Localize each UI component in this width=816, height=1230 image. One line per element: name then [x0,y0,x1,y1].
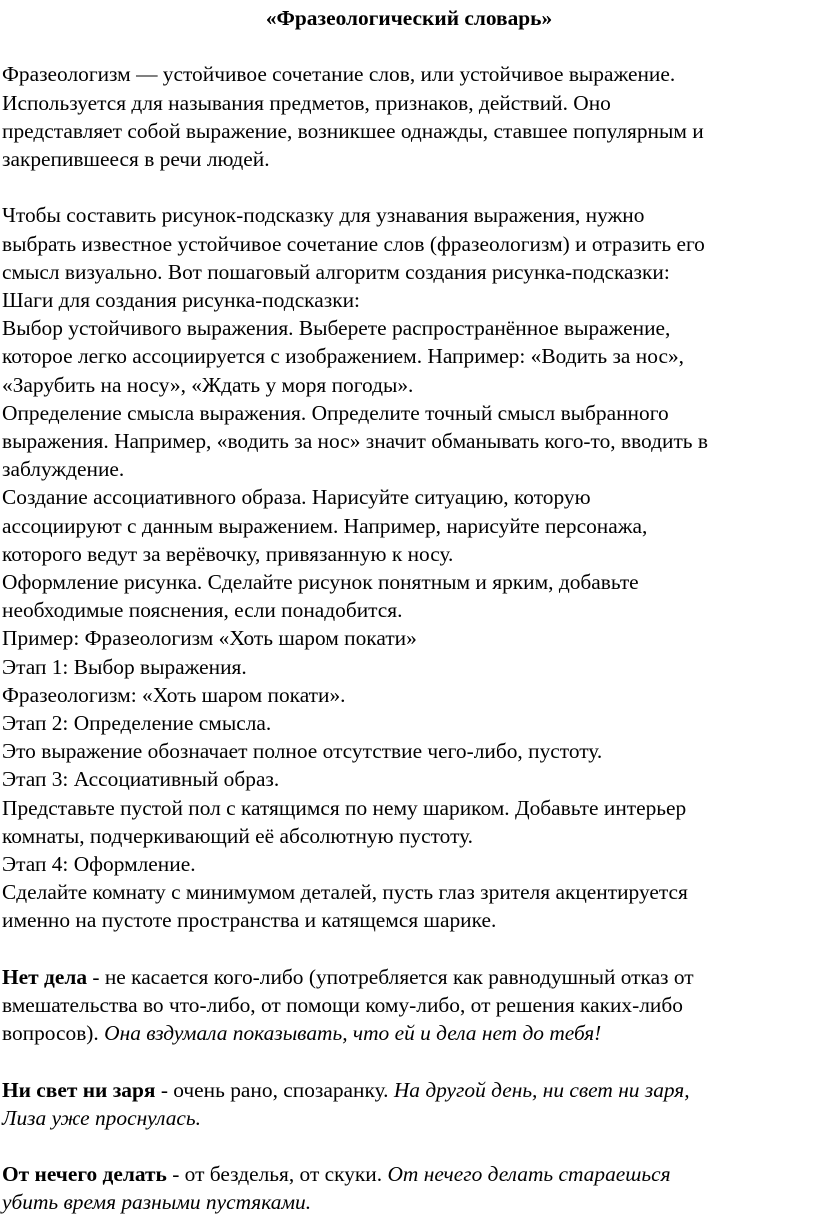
text-line: Сделайте комнату с минимумом деталей, пусть глаз зрителя акцентируется [2,880,688,905]
text-line: выражения. Например, «водить за нос» значит обманывать кого-то, вводить в [2,429,709,454]
text-line: Определение смысла выражения. Определите точный смысл выбранного [2,400,669,425]
entry-example: Она вздумала показывать, что ей и дела нет до тебя! [104,1021,602,1046]
blank-line [2,1132,816,1160]
dictionary-entry-ni-svet-ni-zarya [2,1076,816,1132]
entry-term: Ни свет ни заря [2,1077,156,1102]
entry-definition: - очень рано, спозаранку. [155,1077,394,1102]
entry-term: Нет [2,964,39,989]
text-line: Пример: Фразеологизм «Хоть шаром покати» [2,626,417,651]
entry-definition: - от безделья, от скуки. [166,1162,388,1187]
text-line: которого ведут за верёвочку, привязанную к носу. [2,541,454,566]
blank-line [2,1047,816,1075]
text-line: необходимые пояснения, если понадобится. [2,598,403,623]
text-line: именно на пустоте пространства и катящемся шарике. [2,908,497,933]
blank-line [2,935,816,963]
text-line: вмешательства во что-либо, от помощи кому-либо, от решения каких-либо [2,993,683,1018]
text-line: Этап 2: Определение смысла. [2,711,272,736]
text-line: Представьте пустой пол с катящимся по нему шариком. Добавьте интерьер [2,795,687,820]
text-line: Фразеологизм — устойчивое сочетание слов, или устойчивое выражение. [2,62,676,87]
blank-line [2,32,816,60]
dictionary-entry-ot-nechego-delat [2,1160,816,1216]
entry-example: От нечего делать стараешься [387,1162,671,1187]
text-line: которое легко ассоциируется с изображением. Например: «Водить за нос», [2,344,684,369]
text-line: Этап 1: Выбор выражения. [2,654,247,679]
dictionary-entry-net-dela [2,963,816,1048]
text-line: Используется для называния предметов, признаков, действий. Оно [2,90,611,115]
intro-paragraph [2,60,816,173]
text-line [2,1160,816,1188]
entry-term: дела [44,964,88,989]
text-line: Этап 3: Ассоциативный образ. [2,767,280,792]
entry-definition: - не касается кого-либо (употребляется как равнодушный отказ от [87,964,694,989]
text-line [2,963,816,991]
entry-example: Лиза уже проснулась. [2,1105,201,1130]
document-title: «Фразеологический словарь» [265,6,553,30]
text-line: выбрать известное устойчивое сочетание слов (фразеологизм) и отразить его [2,231,705,256]
text-line: Создание ассоциативного образа. Нарисуйте ситуацию, которую [2,485,591,510]
entry-definition: вопросов). [2,1021,105,1046]
text-line: Это выражение обозначает полное отсутствие чего-либо, пустоту. [2,739,603,764]
text-line: смысл визуально. Вот пошаговый алгоритм создания рисунка-подсказки: [2,259,670,284]
blank-line [2,173,816,201]
text-line: комнаты, подчеркивающий её абсолютную пустоту. [2,823,474,848]
text-line [2,1076,816,1104]
algorithm-section [2,201,816,934]
text-line: Выбор устойчивого выражения. Выберете распространённое выражение, [2,316,671,341]
text-line: Чтобы составить рисунок-подсказку для узнавания выражения, нужно [2,203,645,228]
text-line: Шаги для создания рисунка-подсказки: [2,288,360,312]
entry-example: убить время разными пустяками. [2,1190,312,1215]
text-line: ассоциируют с данным выражением. Например, нарисуйте персонажа, [2,513,648,538]
text-line: Этап 4: Оформление. [2,852,196,877]
text-line [2,1019,816,1047]
text-line: заблуждение. [2,457,125,482]
text-line: Оформление рисунка. Сделайте рисунок понятным и ярким, добавьте [2,570,639,595]
text-line: представляет собой выражение, возникшее однажды, ставшее популярным и [2,118,704,143]
text-line: закрепившееся в речи людей. [2,147,270,171]
entry-term: От нечего делать [2,1162,167,1187]
text-line: «Зарубить на носу», «Ждать у моря погоды». [2,372,414,397]
entry-example: На другой день, ни свет ни заря, [393,1077,690,1102]
text-line: Фразеологизм: «Хоть шаром покати». [2,682,346,707]
